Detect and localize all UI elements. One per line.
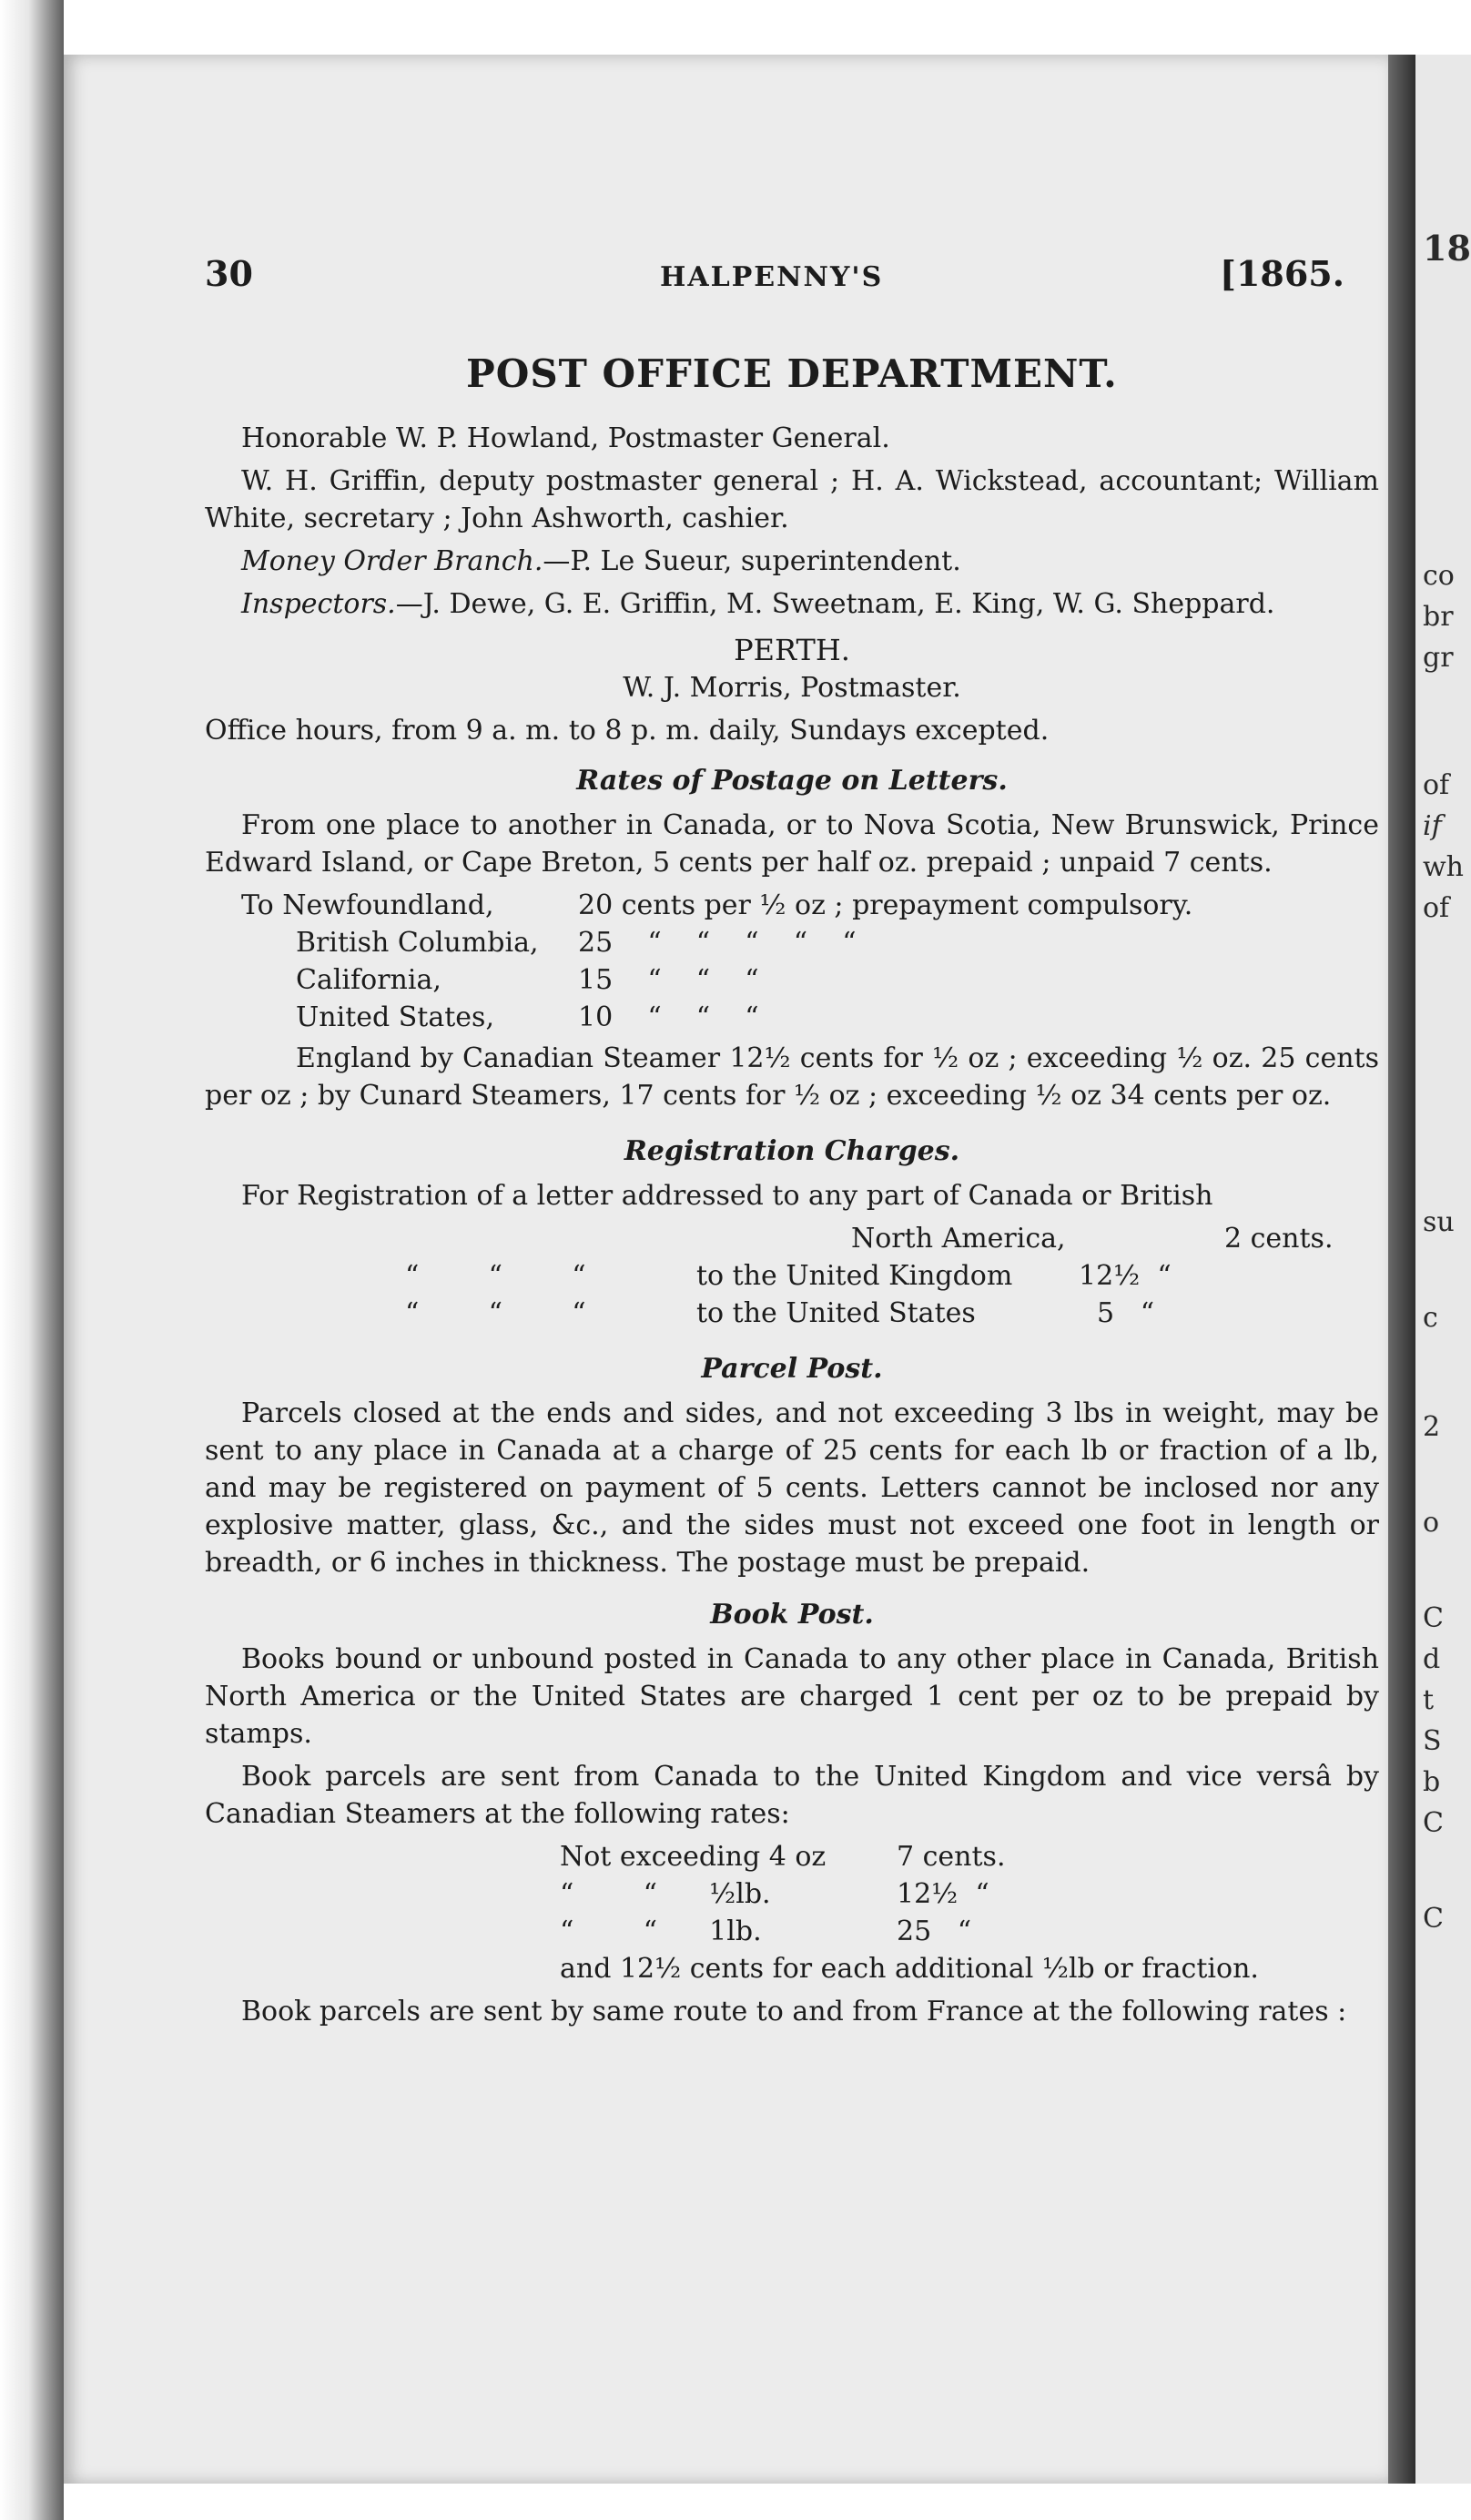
facing-text-fragment: co (1423, 560, 1455, 592)
office-hours: Office hours, from 9 a. m. to 8 p. m. daily, Sundays excepted. (205, 715, 1050, 747)
rate-value: 15 “ “ “ (578, 964, 759, 996)
facing-text-fragment: 2 (1423, 1411, 1441, 1443)
rates-heading: Rates of Postage on Letters. (576, 765, 1008, 797)
england-rates: England by Canadian Steamer 12½ cents for ½ oz ; exceeding ½ oz. 25 cents per oz ; by Cunard Steamers, 17 cents for ½ oz ; exceeding ½ oz 34 cents per oz. (205, 1042, 1379, 1112)
page-gutter (1388, 55, 1415, 2484)
facing-text-fragment: d (1423, 1643, 1441, 1675)
parcel-post-heading: Parcel Post. (701, 1353, 883, 1385)
facing-text-fragment: C (1423, 1807, 1444, 1839)
registration-ditto: “ “ “ (405, 1260, 586, 1292)
book-rate-value: 7 cents. (897, 1841, 1006, 1873)
book-rate-weight: Not exceeding 4 oz (560, 1841, 827, 1873)
registration-table (205, 1220, 1379, 1332)
rates-intro: From one place to another in Canada, or to Nova Scotia, New Brunswick, Prince Edward Island, or Cape Breton, 5 cents per half oz. prepaid ; unpaid 7 cents. (205, 809, 1379, 879)
book-post-heading: Book Post. (710, 1599, 874, 1631)
registration-destination: to the United States (696, 1297, 976, 1329)
book-rate-row (560, 1875, 1379, 1913)
book-post-paragraph: Book parcels are sent by same route to and from France at the following rates : (241, 1996, 1347, 2027)
registration-destination: North America, (851, 1223, 1066, 1255)
rate-value: 20 cents per ½ oz ; prepayment compulsory. (578, 889, 1193, 921)
rates-row (205, 924, 1379, 961)
rate-destination: United States, (296, 1001, 494, 1033)
book-rate-row (560, 1913, 1379, 1950)
perth-heading: PERTH. (734, 633, 850, 667)
money-order-text: —P. Le Sueur, superintendent. (543, 545, 961, 577)
facing-text-fragment: t (1423, 1684, 1435, 1716)
rate-destination: To Newfoundland, (241, 889, 494, 921)
rates-row (205, 999, 1379, 1036)
facing-text-fragment: c (1423, 1302, 1438, 1334)
rates-row (205, 887, 1379, 924)
rate-value: 25 “ “ “ “ “ (578, 927, 857, 959)
book-rate-additional: and 12½ cents for each additional ½lb or fraction. (560, 1953, 1259, 1985)
registration-charge: 12½ “ (1079, 1260, 1172, 1292)
registration-ditto (205, 1220, 851, 1257)
parcel-post-text: Parcels closed at the ends and sides, and not exceeding 3 lbs in weight, may be sent to any place in Canada at a charge of 25 cents for each lb or fraction of a lb, and may be registered on payment of 5 cents. Letters cannot be inclosed nor any explosive matter, glass, &c., and the sides must not exceed one foot in length or breadth, or 6 inches in thickness. The postage must be prepaid. (205, 1397, 1379, 1579)
inspectors-label: Inspectors. (241, 588, 396, 620)
perth-postmaster: W. J. Morris, Postmaster. (623, 672, 961, 704)
official-postmaster-general: Honorable W. P. Howland, Postmaster General. (241, 422, 890, 454)
facing-text-fragment: su (1423, 1206, 1455, 1238)
money-order-branch (205, 543, 1379, 580)
inspectors-text: —J. Dewe, G. E. Griffin, M. Sweetnam, E. King, W. G. Sheppard. (395, 588, 1275, 620)
running-title: HALPENNY'S (660, 261, 884, 293)
book-rate-row (560, 1838, 1379, 1875)
registration-row (205, 1220, 1379, 1257)
registration-destination: to the United Kingdom (696, 1260, 1013, 1292)
facing-text-fragment: C (1423, 1602, 1444, 1634)
running-header (205, 255, 1379, 310)
book-binding-shadow (0, 0, 64, 2520)
book-rate-value: 12½ “ (897, 1878, 989, 1910)
book-rate-value: 25 “ (897, 1915, 972, 1947)
registration-row (205, 1257, 1379, 1295)
facing-text-fragment: C (1423, 1903, 1444, 1935)
rates-table (205, 887, 1379, 1036)
book-rates-table (205, 1838, 1379, 1987)
rate-destination: British Columbia, (296, 927, 539, 959)
book-post-paragraph: Book parcels are sent from Canada to the United Kingdom and vice versâ by Canadian Steamers at the following rates: (205, 1761, 1379, 1830)
facing-text-fragment: gr (1423, 642, 1454, 674)
facing-page-number: 18 (1423, 228, 1471, 269)
book-rate-weight: “ “ ½lb. (560, 1878, 771, 1910)
facing-text-fragment: of (1423, 769, 1450, 801)
registration-charge: 2 cents. (1224, 1223, 1334, 1255)
facing-page-fragment (1415, 55, 1471, 2484)
facing-text-fragment: wh (1423, 851, 1464, 883)
section-title: POST OFFICE DEPARTMENT. (466, 351, 1118, 396)
rates-row (205, 961, 1379, 999)
facing-text-fragment: b (1423, 1766, 1441, 1798)
page-content (205, 255, 1379, 2036)
facing-text-fragment: if (1423, 810, 1442, 842)
page-number: 30 (205, 253, 253, 294)
registration-heading: Registration Charges. (624, 1135, 960, 1167)
book-rate-weight: “ “ 1lb. (560, 1915, 762, 1947)
inspectors (205, 585, 1379, 623)
header-year: [1865. (1220, 253, 1344, 294)
registration-row (205, 1295, 1379, 1332)
rate-value: 10 “ “ “ (578, 1001, 759, 1033)
facing-text-fragment: S (1423, 1725, 1442, 1757)
official-staff: W. H. Griffin, deputy postmaster general ; H. A. Wickstead, accountant; William White, secretary ; John Ashworth, cashier. (205, 465, 1379, 534)
registration-charge: 5 “ (1097, 1297, 1155, 1329)
facing-text-fragment: of (1423, 892, 1450, 924)
registration-ditto: “ “ “ (405, 1297, 586, 1329)
book-post-paragraph: Books bound or unbound posted in Canada to any other place in Canada, British North America or the United States are charged 1 cent per oz to be prepaid by stamps. (205, 1643, 1379, 1750)
facing-text-fragment: br (1423, 601, 1454, 633)
facing-text-fragment: o (1423, 1507, 1440, 1539)
registration-intro: For Registration of a letter addressed to any part of Canada or British (241, 1180, 1213, 1212)
money-order-label: Money Order Branch. (241, 545, 543, 577)
rate-destination: California, (296, 964, 441, 996)
